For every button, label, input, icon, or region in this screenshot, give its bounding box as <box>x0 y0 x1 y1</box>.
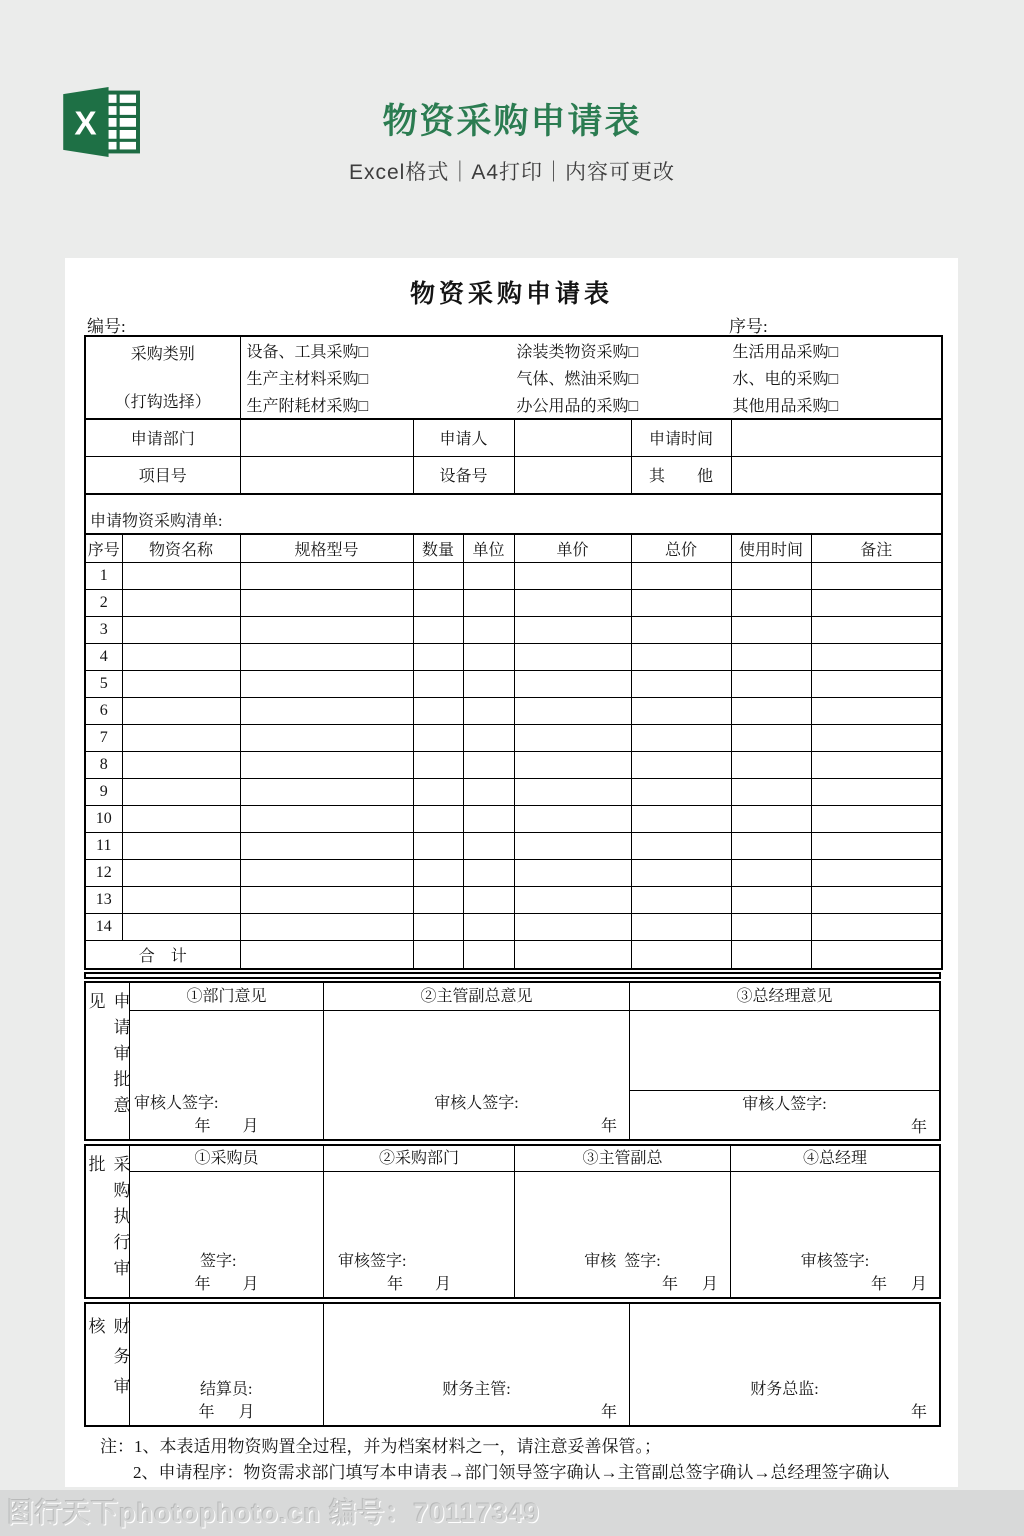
empty-cell <box>731 940 811 969</box>
date-label: 年 月 <box>386 1276 451 1293</box>
checkbox-option: 其他用品采购□ <box>732 398 839 415</box>
empty-cell <box>122 616 240 643</box>
empty-cell <box>463 859 514 886</box>
date-label: 年 <box>910 1404 927 1421</box>
table-row <box>85 697 942 724</box>
row-number-cell: 6 <box>85 697 122 724</box>
empty-cell <box>514 859 631 886</box>
date-label: 年 月 <box>661 1276 718 1293</box>
empty-cell <box>463 805 514 832</box>
row-number-cell: 3 <box>85 616 122 643</box>
empty-cell <box>514 886 631 913</box>
empty-cell <box>413 670 463 697</box>
date-label: 年 <box>600 1118 617 1135</box>
empty-cell <box>731 643 811 670</box>
col-header: 数量 <box>413 534 463 562</box>
table-row <box>85 751 942 778</box>
empty-cell <box>811 751 942 778</box>
execution-col-header: ③主管副总 <box>515 1146 730 1172</box>
category-row <box>85 336 942 419</box>
row-number-cell: 9 <box>85 778 122 805</box>
col-header: 备注 <box>811 534 942 562</box>
empty-cell <box>631 832 731 859</box>
col-header: 物资名称 <box>122 534 240 562</box>
category-hint: （打钩选择） <box>114 394 211 411</box>
empty-cell <box>463 616 514 643</box>
empty-cell <box>514 643 631 670</box>
checkbox-option: 水、电的采购□ <box>732 371 839 388</box>
empty-cell <box>631 751 731 778</box>
row-number-cell: 7 <box>85 724 122 751</box>
empty-cell <box>514 562 631 589</box>
date-label: 年 月 <box>870 1276 927 1293</box>
checkbox-option: 办公用品的采购□ <box>516 398 639 415</box>
table-row <box>85 832 942 859</box>
item-rows <box>85 562 942 940</box>
empty-cell <box>514 832 631 859</box>
col-header: 序号 <box>85 534 122 562</box>
applicant-value <box>514 419 631 456</box>
empty-cell <box>811 859 942 886</box>
empty-cell <box>463 832 514 859</box>
project-no-value <box>240 456 413 494</box>
empty-cell <box>514 697 631 724</box>
empty-cell <box>631 778 731 805</box>
empty-cell <box>240 805 413 832</box>
dept-value <box>240 419 413 456</box>
sign-label: 审核签字: <box>338 1253 407 1270</box>
empty-cell <box>811 616 942 643</box>
empty-cell <box>631 859 731 886</box>
empty-cell <box>463 940 514 969</box>
finance-col-director <box>630 1304 939 1425</box>
checkbox-option: 生活用品采购□ <box>732 344 839 361</box>
row-number-cell: 8 <box>85 751 122 778</box>
execution-section <box>84 1144 941 1299</box>
empty-cell <box>631 913 731 940</box>
checkbox-option: 涂装类物资采购□ <box>516 344 639 361</box>
execution-col-header: ①采购员 <box>130 1146 323 1172</box>
empty-cell <box>122 697 240 724</box>
project-no-label: 项目号 <box>85 456 240 494</box>
sign-label: 审核人签字: <box>134 1095 219 1112</box>
checkbox-option: 生产附耗材采购□ <box>246 398 369 415</box>
empty-cell <box>122 832 240 859</box>
empty-cell <box>631 616 731 643</box>
empty-cell <box>811 940 942 969</box>
empty-cell <box>240 751 413 778</box>
empty-cell <box>731 832 811 859</box>
approval-section <box>84 981 941 1141</box>
empty-cell <box>122 724 240 751</box>
empty-cell <box>631 589 731 616</box>
empty-cell <box>731 859 811 886</box>
execution-col-header: ④总经理 <box>731 1146 939 1172</box>
svg-text:X: X <box>74 105 97 143</box>
empty-cell <box>731 913 811 940</box>
empty-cell <box>463 886 514 913</box>
empty-cell <box>514 778 631 805</box>
empty-cell <box>631 670 731 697</box>
empty-cell <box>811 643 942 670</box>
empty-cell <box>122 670 240 697</box>
applicant-label: 申请人 <box>413 419 514 456</box>
empty-cell <box>413 589 463 616</box>
empty-cell <box>811 886 942 913</box>
table-row <box>85 643 942 670</box>
empty-cell <box>811 724 942 751</box>
empty-cell <box>631 724 731 751</box>
row-number-cell: 10 <box>85 805 122 832</box>
empty-cell <box>514 805 631 832</box>
empty-cell <box>731 724 811 751</box>
empty-cell <box>413 886 463 913</box>
table-row <box>85 670 942 697</box>
empty-cell <box>413 616 463 643</box>
finance-col-settlement <box>130 1304 324 1425</box>
empty-cell <box>463 697 514 724</box>
form-title: 物资采购申请表 <box>409 281 613 308</box>
sign-label: 财务总监: <box>750 1381 819 1398</box>
empty-cell <box>413 913 463 940</box>
info-row-2 <box>85 456 942 494</box>
sign-label: 财务主管: <box>442 1381 511 1398</box>
row-number-cell: 1 <box>85 562 122 589</box>
finance-side-label: 财务审核 <box>86 1304 130 1425</box>
date-label: 年 月 <box>194 1118 259 1135</box>
empty-cell <box>463 913 514 940</box>
approval-col-header: ③总经理意见 <box>630 983 939 1011</box>
empty-cell <box>122 751 240 778</box>
empty-cell <box>514 670 631 697</box>
empty-cell <box>413 751 463 778</box>
finance-section <box>84 1302 941 1427</box>
number-line <box>65 312 958 336</box>
table-row <box>85 589 942 616</box>
empty-cell <box>240 886 413 913</box>
empty-cell <box>631 886 731 913</box>
execution-col-gm <box>731 1146 939 1297</box>
total-row <box>85 940 942 969</box>
divider-strip <box>84 972 941 979</box>
device-no-value <box>514 456 631 494</box>
empty-cell <box>240 724 413 751</box>
sign-label: 审核 签字: <box>584 1253 661 1270</box>
empty-cell <box>122 643 240 670</box>
category-label-cell <box>85 336 240 419</box>
execution-col-buyer <box>130 1146 324 1297</box>
empty-cell <box>240 562 413 589</box>
empty-cell <box>122 886 240 913</box>
form-paper <box>65 258 958 1487</box>
empty-cell <box>514 724 631 751</box>
empty-cell <box>240 589 413 616</box>
empty-cell <box>630 1011 939 1091</box>
empty-cell <box>463 589 514 616</box>
list-header-row <box>85 534 942 562</box>
sign-label: 签字: <box>200 1253 237 1270</box>
date-label: 年 月 <box>198 1404 255 1421</box>
empty-cell <box>731 751 811 778</box>
watermark-text: 图行天下photophoto.cn 编号：70117349 <box>7 1498 541 1528</box>
empty-cell <box>413 832 463 859</box>
table-row <box>85 778 942 805</box>
note-line: 注：1、本表适用物资购置全过程，并为档案材料之一，请注意妥善保管。； <box>100 1437 661 1456</box>
empty-cell <box>122 589 240 616</box>
page-title: 物资采购申请表 <box>382 102 642 141</box>
row-number-cell: 11 <box>85 832 122 859</box>
list-caption: 申请物资采购清单: <box>85 494 942 534</box>
row-number-cell: 4 <box>85 643 122 670</box>
empty-cell <box>514 589 631 616</box>
sign-label: 结算员: <box>200 1381 253 1398</box>
empty-cell <box>631 562 731 589</box>
empty-cell <box>122 805 240 832</box>
row-number-cell: 13 <box>85 886 122 913</box>
col-header: 单位 <box>463 534 514 562</box>
serial-no-label: 序号: <box>729 317 768 336</box>
checkbox-option: 设备、工具采购□ <box>246 344 369 361</box>
empty-cell <box>463 724 514 751</box>
empty-cell <box>413 643 463 670</box>
empty-cell <box>413 724 463 751</box>
empty-cell <box>122 913 240 940</box>
empty-cell <box>811 778 942 805</box>
empty-cell <box>463 562 514 589</box>
notes <box>100 1434 958 1486</box>
empty-cell <box>631 697 731 724</box>
empty-cell <box>240 616 413 643</box>
row-number-cell: 12 <box>85 859 122 886</box>
note-line: 2、申请程序：物资需求部门填写本申请表→部门领导签字确认→主管副总签字确认→总经理签字确认 <box>133 1463 890 1482</box>
empty-cell <box>413 697 463 724</box>
total-label: 合 计 <box>85 940 240 969</box>
finance-col-manager <box>324 1304 630 1425</box>
empty-cell <box>240 697 413 724</box>
apply-time-value <box>731 419 942 456</box>
empty-cell <box>731 805 811 832</box>
category-label: 采购类别 <box>130 346 195 363</box>
empty-cell <box>240 832 413 859</box>
date-label: 年 <box>600 1404 617 1421</box>
approval-col-header: ②主管副总意见 <box>324 983 629 1011</box>
empty-cell <box>240 778 413 805</box>
empty-cell <box>811 832 942 859</box>
empty-cell <box>811 589 942 616</box>
date-label: 年 <box>910 1119 927 1136</box>
table-row <box>85 886 942 913</box>
col-header: 使用时间 <box>731 534 811 562</box>
empty-cell <box>731 616 811 643</box>
empty-cell <box>811 697 942 724</box>
empty-cell <box>413 859 463 886</box>
row-number-cell: 5 <box>85 670 122 697</box>
empty-cell <box>731 697 811 724</box>
list-caption-row <box>85 494 942 534</box>
empty-cell <box>240 940 413 969</box>
date-label: 年 月 <box>194 1276 259 1293</box>
empty-cell <box>240 670 413 697</box>
empty-cell <box>413 805 463 832</box>
execution-col-dept <box>324 1146 515 1297</box>
procurement-table <box>84 335 943 970</box>
other-label: 其 他 <box>631 456 731 494</box>
row-number-cell: 2 <box>85 589 122 616</box>
empty-cell <box>463 643 514 670</box>
empty-cell <box>811 805 942 832</box>
row-number-cell: 14 <box>85 913 122 940</box>
empty-cell <box>240 859 413 886</box>
approval-col-header: ①部门意见 <box>130 983 323 1011</box>
empty-cell <box>122 562 240 589</box>
empty-cell <box>731 670 811 697</box>
execution-col-deputy <box>515 1146 731 1297</box>
approval-side-label: 申请审批意见 <box>86 983 130 1139</box>
empty-cell <box>122 778 240 805</box>
device-no-label: 设备号 <box>413 456 514 494</box>
empty-cell <box>631 940 731 969</box>
table-row <box>85 724 942 751</box>
sign-label: 审核人签字: <box>742 1096 827 1113</box>
empty-cell <box>811 670 942 697</box>
watermark-bar <box>0 1490 1024 1536</box>
empty-cell <box>413 562 463 589</box>
apply-time-label: 申请时间 <box>631 419 731 456</box>
doc-no-label: 编号: <box>87 317 126 336</box>
page-subtitle: Excel格式｜A4打印｜内容可更改 <box>348 161 676 184</box>
table-row <box>85 616 942 643</box>
execution-side-label: 采购执行审批 <box>86 1146 130 1297</box>
empty-cell <box>514 616 631 643</box>
table-row <box>85 562 942 589</box>
empty-cell <box>514 913 631 940</box>
info-row-1 <box>85 419 942 456</box>
empty-cell <box>731 562 811 589</box>
empty-cell <box>514 940 631 969</box>
checkbox-option: 生产主材料采购□ <box>246 371 369 388</box>
table-row <box>85 805 942 832</box>
empty-cell <box>463 778 514 805</box>
col-header: 规格型号 <box>240 534 413 562</box>
empty-cell <box>240 643 413 670</box>
empty-cell <box>731 886 811 913</box>
empty-cell <box>514 751 631 778</box>
approval-col-deputy <box>324 983 630 1139</box>
empty-cell <box>122 859 240 886</box>
other-value <box>731 456 942 494</box>
sign-label: 审核签字: <box>800 1253 870 1270</box>
empty-cell <box>811 913 942 940</box>
approval-col-gm <box>630 983 939 1139</box>
table-row <box>85 913 942 940</box>
checkbox-option: 气体、燃油采购□ <box>516 371 639 388</box>
approval-col-dept <box>130 983 324 1139</box>
sign-label: 审核人签字: <box>434 1095 519 1112</box>
col-header: 总价 <box>631 534 731 562</box>
empty-cell <box>631 805 731 832</box>
empty-cell <box>811 562 942 589</box>
dept-label: 申请部门 <box>85 419 240 456</box>
execution-col-header: ②采购部门 <box>324 1146 514 1172</box>
empty-cell <box>731 589 811 616</box>
empty-cell <box>240 913 413 940</box>
empty-cell <box>413 940 463 969</box>
category-options-cell <box>240 336 942 419</box>
empty-cell <box>463 670 514 697</box>
empty-cell <box>731 778 811 805</box>
empty-cell <box>463 751 514 778</box>
empty-cell <box>413 778 463 805</box>
empty-cell <box>631 643 731 670</box>
col-header: 单价 <box>514 534 631 562</box>
table-row <box>85 859 942 886</box>
